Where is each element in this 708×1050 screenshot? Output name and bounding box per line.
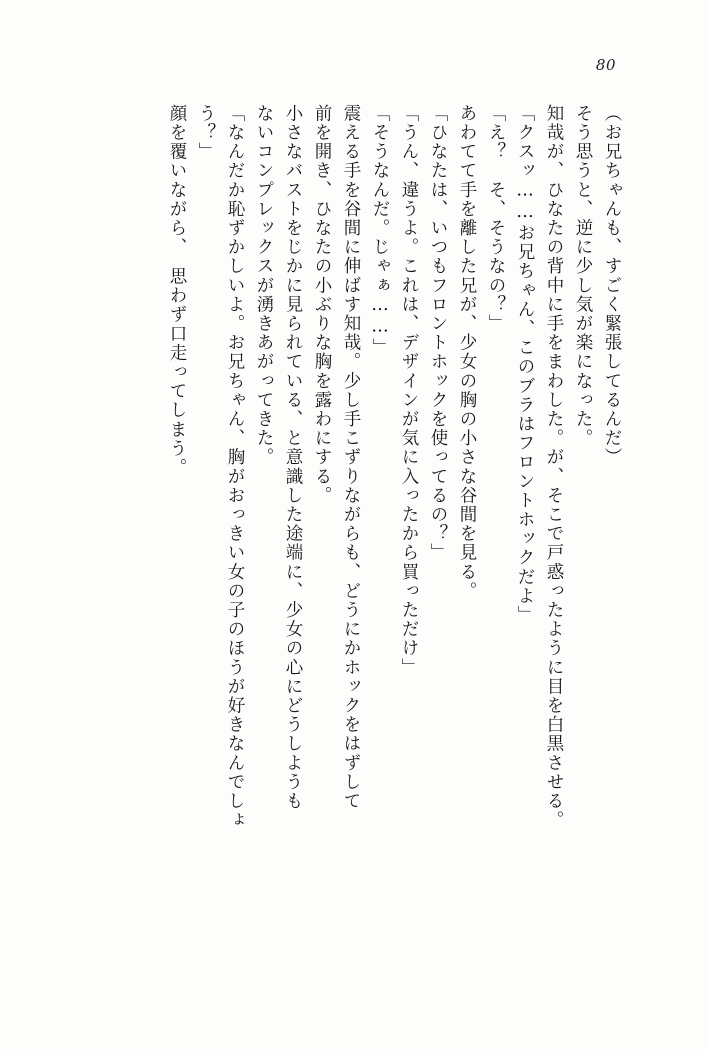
text-column: 「ひなたは、いつもフロントホックを使ってるの？」 xyxy=(428,104,448,563)
text-column: 「クスッ……お兄ちゃん、このブラはフロントホックだよ」 xyxy=(515,104,535,625)
text-column: 震える手を谷間に伸ばす知哉。少し手こずりながらも、どうにかホックをはずして xyxy=(341,104,361,811)
text-column: う？」 xyxy=(196,104,216,162)
text-column: 「なんだか恥ずかしいよ。お兄ちゃん、胸がおっきい女の子のほうが好きなんでしょ xyxy=(225,104,245,830)
text-column: 知哉が、ひなたの背中に手をまわした。が、そこで戸惑ったように目を白黒させる。 xyxy=(544,104,564,830)
text-column: 前を開き、ひなたの小ぶりな胸を露わにする。 xyxy=(312,104,332,506)
vertical-text-block xyxy=(60,104,620,974)
text-column: 顔を覆いながら、 思わず口走ってしまう。 xyxy=(167,104,187,478)
text-column: ないコンプレックスが湧きあがってきた。 xyxy=(254,104,274,467)
text-column: （お兄ちゃんも、すごく緊張してるんだ） xyxy=(602,104,622,467)
text-column: 「うん、違うよ。これは、デザインが気に入ったから買っただけ」 xyxy=(399,104,419,677)
text-column: そう思うと、逆に少し気が楽になった。 xyxy=(573,104,593,448)
page-number: 80 xyxy=(595,56,616,74)
text-column: 小さなバストをじかに見られている、と意識した途端に、少女の心にどうしようも xyxy=(283,104,303,811)
text-column: 「そうなんだ。じゃぁ……」 xyxy=(370,104,390,358)
text-column: あわてて手を離した兄が、少女の胸の小さな谷間を見る。 xyxy=(457,104,477,601)
text-column: 「え？ そ、そうなの？」 xyxy=(486,104,506,334)
